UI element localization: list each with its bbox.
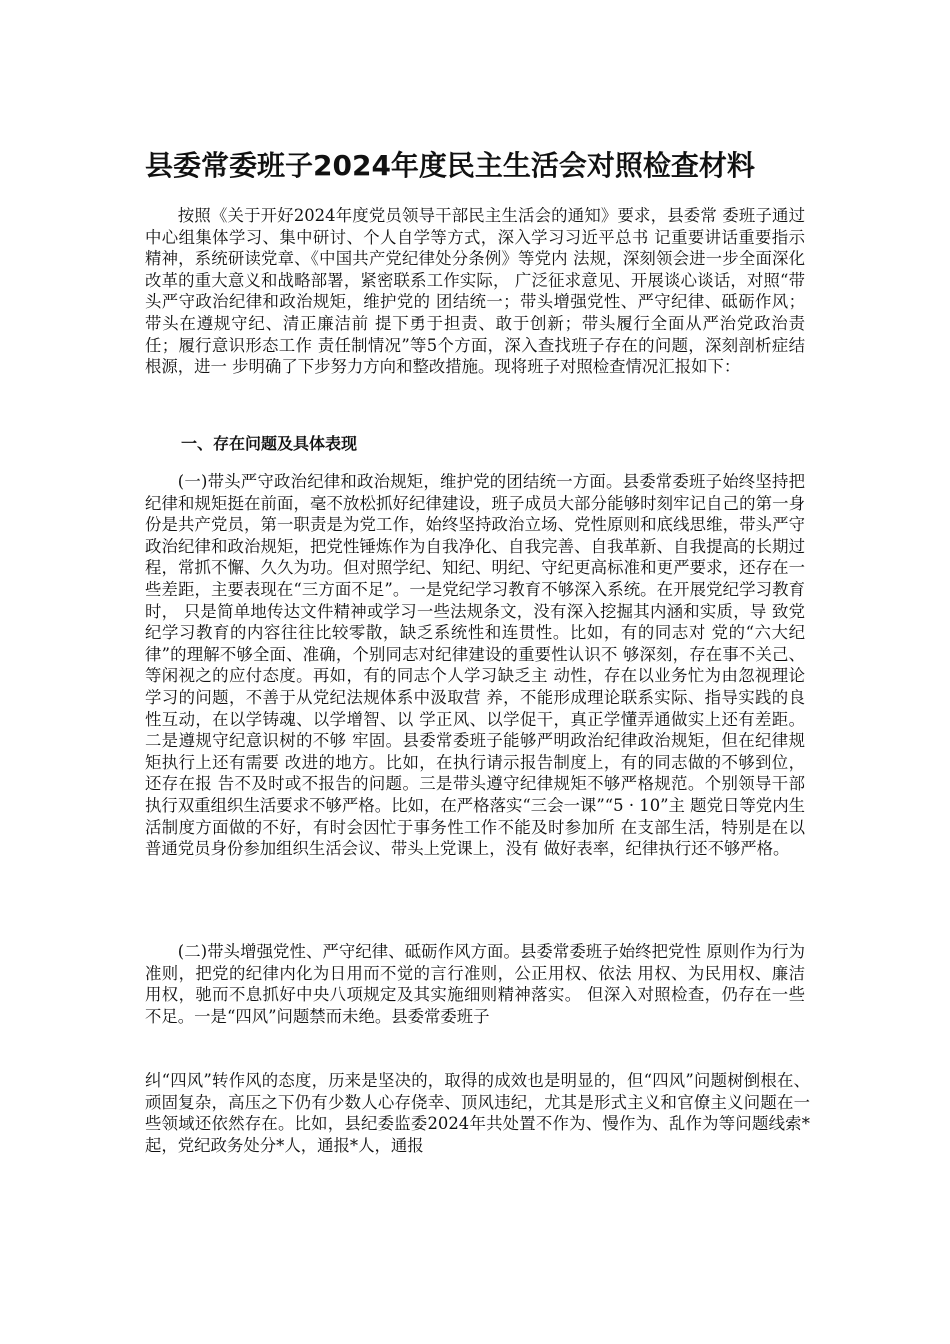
continued-paragraph: 纠“四风”转作风的态度，历来是坚决的，取得的成效也是明显的，但“四风”问题树倒根在、顽固复杂，高压之下仍有少数人心存侥幸、顶风违纪，尤其是形式主义和官僚主义问题在一些领域还依然存在。比如，县纪委监委2024年共处置不作为、慢作为、乱作为等问题线索*起，党纪政务处分*人，通报*人，通报 xyxy=(145,1071,810,1155)
subsection-paragraph-political-discipline: (一)带头严守政治纪律和政治规矩，维护党的团结统一方面。县委常委班子始终坚持把纪律和规矩挺在前面，毫不放松抓好纪律建设，班子成员大部分能够时刻牢记自己的第一身份是共产党员，第一职责是为党工作，始终坚持政治立场、党性原则和底线思维，带头严守政治纪律和政治规矩，把党性锤炼作为自我净化、自我完善、自我革新、自我提高的长期过程，常抓不懈、久久为功。但对照学纪、知纪、明纪、守纪更高标准和更严要求，还存在一些差距，主要表现在“三方面不足”。一是党纪学习教育不够深入系统。在开展党纪学习教育时， 只是简单地传达文件精神或学习一些法规条文，没有深入挖掘其内涵和实质，导 致党纪学习教育的内容往往比较零散，缺乏系统性和连贯性。比如，有的同志对 党的“六大纪律”的理解不够全面、准确，个别同志对纪律建设的重要性认识不 够深刻，存在事不关己、等闲视之的应付态度。再如，有的同志个人学习缺乏主 动性，存在以业务忙为由忽视理论学习的问题，不善于从党纪法规体系中汲取营 养，不能形成理论联系实际、指导实践的良性互动，在以学铸魂、以学增智、以 学正风、以学促干，真正学懂弄通做实上还有差距。二是遵规守纪意识树的不够 牢固。县委常委班子能够严明政治纪律政治规矩，但在纪律规矩执行上还有需要 改进的地方。比如，在执行请示报告制度上，有的同志做的不够到位，还存在报 告不及时或不报告的问题。三是带头遵守纪律规矩不够严格规范。个别领导干部 执行双重组织生活要求不够严格。比如，在严格落实“三会一课”“5 · 10”主 题党日等党内生活制度方面做的不好，有时会因忙于事务性工作不能及时参加所 在支部生活，特别是在以普通党员身份参加组织生活会议、带头上党课上，没有 做好表率，纪律执行还不够严格。 xyxy=(145,472,805,859)
intro-paragraph: 按照《关于开好2024年度党员领导干部民主生活会的通知》要求，县委常 委班子通过中心组集体学习、集中研讨、个人自学等方式，深入学习习近平总书 记重要讲话重要指示精神，系统研读党章、《中国共产党纪律处分条例》等党内 法规，深刻领会进一步全面深化改革的重大意义和战略部署，紧密联系工作实际， 广泛征求意见、开展谈心谈话，对照“带头严守政治纪律和政治规矩，维护党的 团结统一；带头增强党性、严守纪律、砥砺作风；带头在遵规守纪、清正廉洁前 提下勇于担责、敢于创新；带头履行全面从严治党政治责任；履行意识形态工作 责任制情况”等5个方面，深入查找班子存在的问题，深刻剖析症结根源，进一 步明确了下步努力方向和整改措施。现将班子对照检查情况汇报如下： xyxy=(145,206,805,377)
document-title: 县委常委班子2024年度民主生活会对照检查材料 xyxy=(145,149,755,182)
section-heading-problems: 一、存在问题及具体表现 xyxy=(181,434,358,453)
subsection-paragraph-party-spirit: (二)带头增强党性、严守纪律、砥砺作风方面。县委常委班子始终把党性 原则作为行为准则，把党的纪律内化为日用而不觉的言行准则，公正用权、依法 用权、为民用权、廉洁用权，驰而不息抓好中央八项规定及其实施细则精神落实。 但深入对照检查，仍存在一些不足。一是“四风”问题禁而未绝。县委常委班子 xyxy=(145,942,805,1026)
